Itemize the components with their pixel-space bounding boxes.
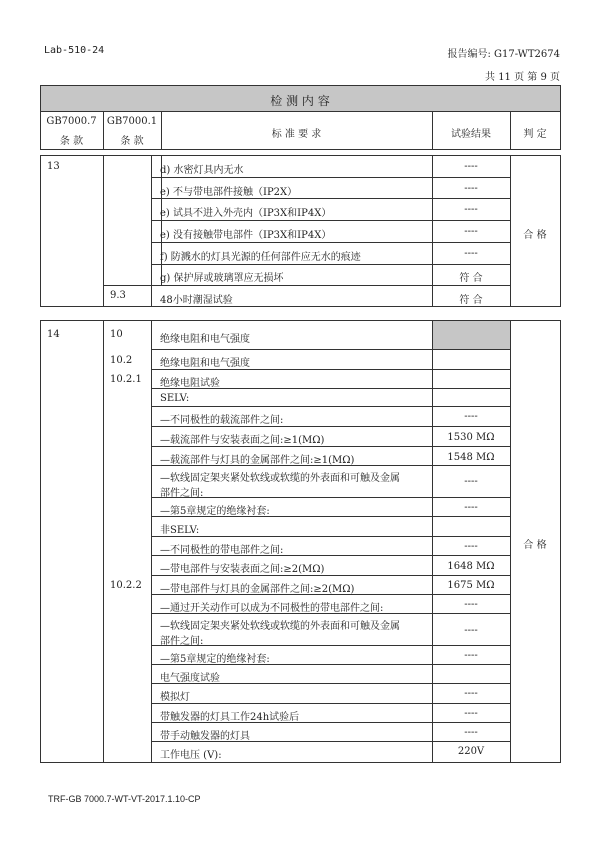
subclause-10-2-2: 10.2.2 xyxy=(110,580,142,591)
result-cell: ---- xyxy=(464,650,478,661)
col-result: 试验结果 xyxy=(451,129,491,140)
table-row: SELV: xyxy=(160,393,190,404)
result-cell: ---- xyxy=(464,625,478,636)
table-row: —软线固定架夹紧处软线或软缆的外表面和可触及金属 xyxy=(160,621,400,632)
table-row: f) 防溅水的灯具光源的任何部件应无水的痕迹 xyxy=(160,252,361,263)
table-row: —不同极性的带电部件之间: xyxy=(160,545,284,556)
section-13-subclause: 9.3 xyxy=(110,290,126,301)
col-requirement: 标 准 要 求 xyxy=(271,129,322,140)
table-row: —载流部件与安装表面之间:≥1(MΩ) xyxy=(160,435,325,446)
result-cell: ---- xyxy=(464,226,478,237)
result-cell: ---- xyxy=(464,599,478,610)
result-cell: ---- xyxy=(464,688,478,699)
result-cell: ---- xyxy=(464,183,478,194)
table-row: 模拟灯 xyxy=(160,692,190,703)
result-cell: ---- xyxy=(464,541,478,552)
table-title: 检 测 内 容 xyxy=(270,94,330,108)
col-verdict: 判 定 xyxy=(523,129,547,140)
result-cell: 符 合 xyxy=(459,295,483,306)
table-row: 绝缘电阻和电气强度 xyxy=(160,334,250,345)
table-row-cont: 部件之间: xyxy=(160,636,204,647)
subclause-10-2-1: 10.2.1 xyxy=(110,374,142,385)
table-row: —带电部件与安装表面之间:≥2(MΩ) xyxy=(160,564,325,575)
lab-code: Lab-510-24 xyxy=(44,45,105,56)
table-row: d) 水密灯具内无水 xyxy=(160,165,244,176)
table-row: —第5章规定的绝缘衬套: xyxy=(160,654,270,665)
report-number: 报告编号: G17-WT2674 xyxy=(447,49,560,60)
table-row: e) 不与带电部件接触（IP2X） xyxy=(160,187,298,198)
subclause-10: 10 xyxy=(110,329,123,340)
section-14-clause: 14 xyxy=(47,329,60,340)
section-13-verdict: 合 格 xyxy=(523,230,547,241)
table-row: —不同极性的载流部件之间: xyxy=(160,415,284,426)
result-cell: ---- xyxy=(464,502,478,513)
table-row: —第5章规定的绝缘衬套: xyxy=(160,506,270,517)
result-cell: ---- xyxy=(464,727,478,738)
col-gb70001-line1: GB7000.1 xyxy=(106,116,158,127)
result-cell: ---- xyxy=(464,204,478,215)
result-cell: ---- xyxy=(464,248,478,259)
result-cell: 1675 MΩ xyxy=(447,580,495,591)
col-gb70001-line2: 条 款 xyxy=(120,136,144,147)
table-row: e) 没有接触带电部件（IP3X和IP4X） xyxy=(160,230,332,241)
section-13-clause: 13 xyxy=(47,161,60,172)
table-row: 绝缘电阻和电气强度 xyxy=(160,358,250,369)
result-cell: 符 合 xyxy=(459,273,483,284)
subclause-10-2: 10.2 xyxy=(110,355,133,366)
table-row: —带电部件与灯具的金属部件之间:≥2(MΩ) xyxy=(160,584,355,595)
table-row-cont: 部件之间: xyxy=(160,488,204,499)
result-cell: 1648 MΩ xyxy=(447,561,495,572)
page-info: 共 11 页 第 9 页 xyxy=(485,72,560,83)
result-cell: ---- xyxy=(464,411,478,422)
table-row: —载流部件与灯具的金属部件之间:≥1(MΩ) xyxy=(160,455,355,466)
result-cell: ---- xyxy=(464,708,478,719)
table-row: 非SELV: xyxy=(160,525,200,536)
table-row: 带触发器的灯具工作24h试验后 xyxy=(160,712,300,723)
table-row: —通过开关动作可以成为不同极性的带电部件之间: xyxy=(160,603,384,614)
result-cell: ---- xyxy=(464,476,478,487)
table-row: 48小时潮湿试验 xyxy=(160,295,233,306)
table-row: 电气强度试验 xyxy=(160,673,220,684)
result-cell: 1548 MΩ xyxy=(447,452,495,463)
result-cell: 1530 MΩ xyxy=(447,432,495,443)
col-gb70007-line1: GB7000.7 xyxy=(46,116,97,127)
result-cell: 220V xyxy=(457,746,485,757)
col-gb70007-line2: 条 款 xyxy=(59,136,84,147)
table-row: —软线固定架夹紧处软线或软缆的外表面和可触及金属 xyxy=(160,473,400,484)
table-row: 带手动触发器的灯具 xyxy=(160,731,250,742)
result-cell: ---- xyxy=(464,161,478,172)
table-row: e) 试具不进入外壳内（IP3X和IP4X） xyxy=(160,208,332,219)
section-14-verdict: 合 格 xyxy=(523,540,547,551)
form-code: TRF-GB 7000.7-WT-VT-2017.1.10-CP xyxy=(48,794,201,804)
table-row: 绝缘电阻试验 xyxy=(160,378,220,389)
table-row: 工作电压 (V): xyxy=(160,750,222,761)
table-row: g) 保护屏或玻璃罩应无损坏 xyxy=(160,273,284,284)
